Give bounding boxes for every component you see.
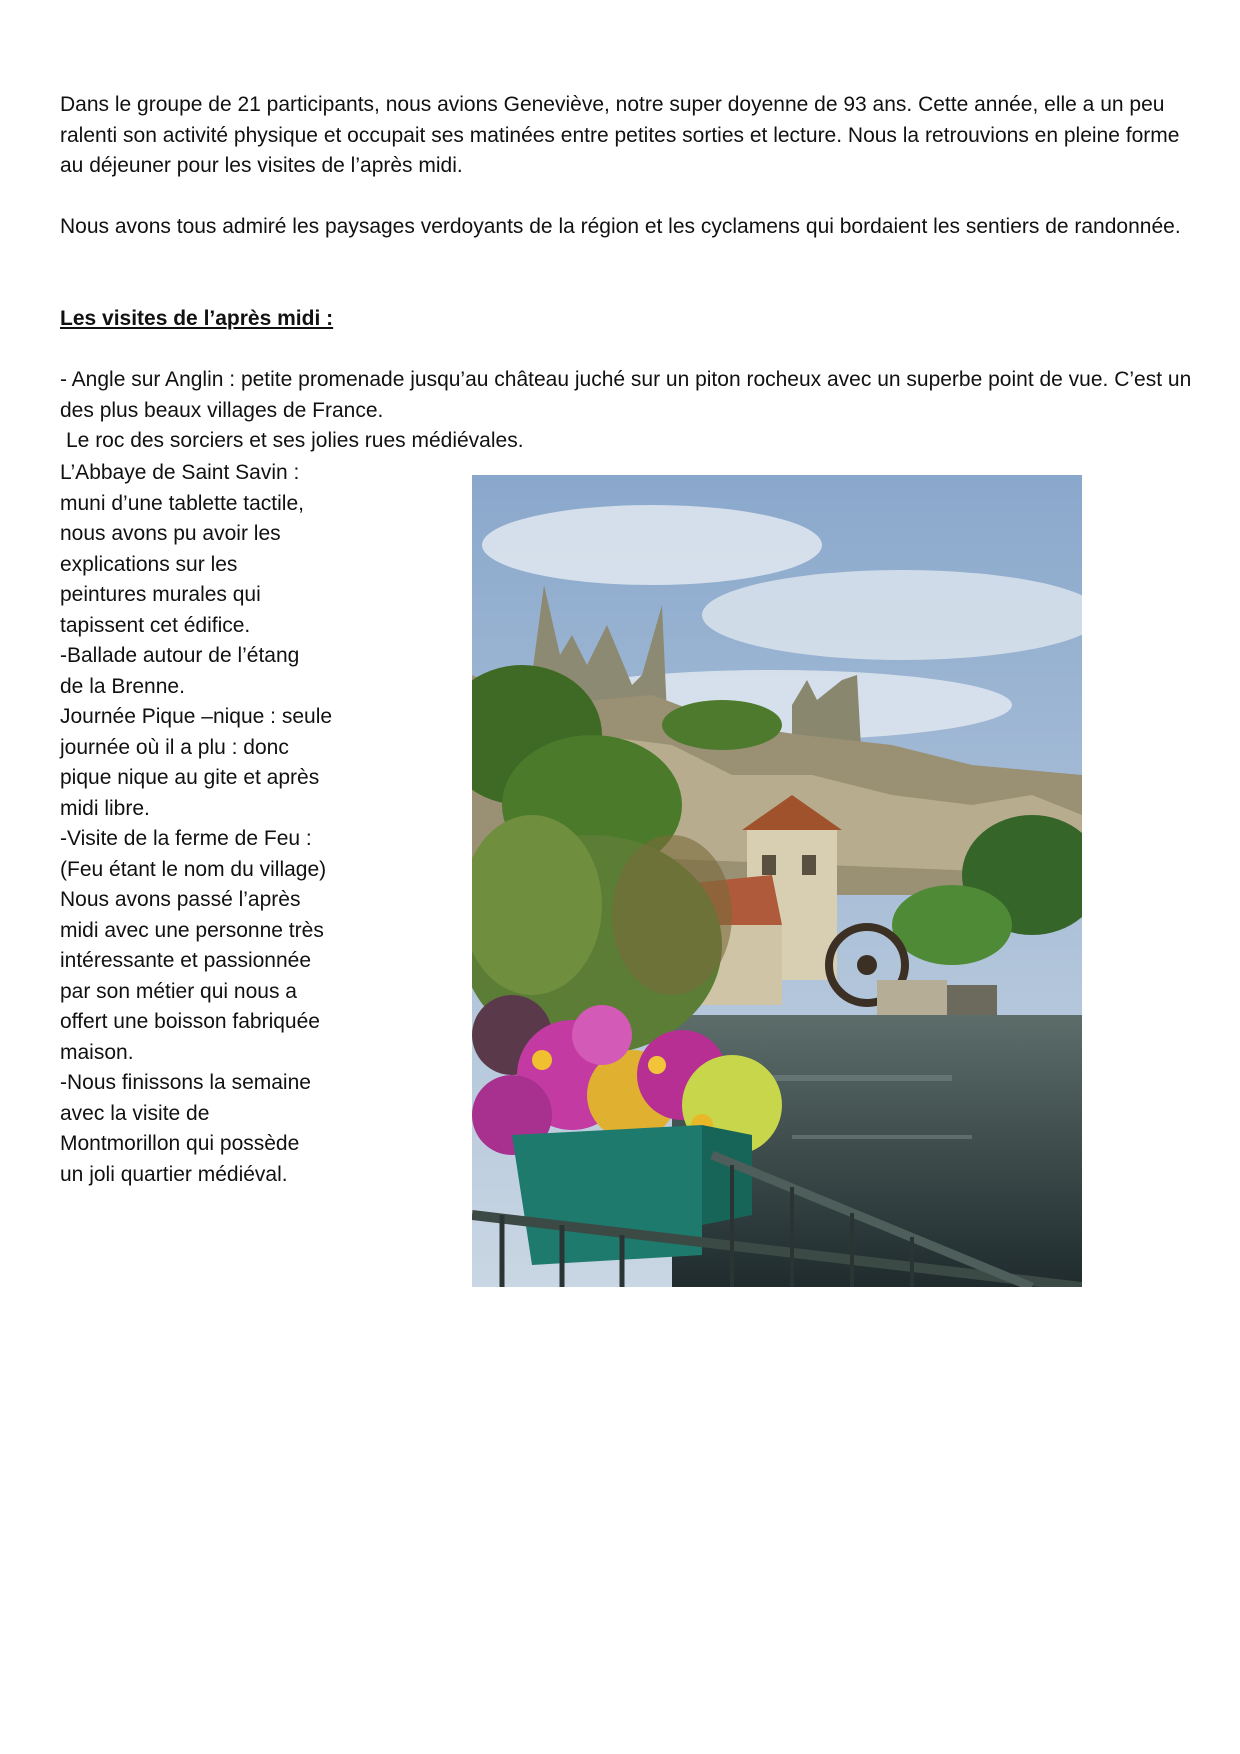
- column-line: Nous avons passé l’après: [60, 888, 301, 911]
- angle-line-1: - Angle sur Anglin : petite promenade jusqu’au château juché sur un piton rocheux avec un superbe point de vue. C’est un des plus beaux villages de France.: [60, 368, 1192, 422]
- column-line: -Nous finissons la semaine: [60, 1071, 311, 1094]
- column-line: muni d’une tablette tactile,: [60, 491, 304, 515]
- village-photo: [472, 475, 1082, 1287]
- visits-column: [60, 458, 420, 1190]
- column-line: peintures murales qui: [60, 583, 261, 606]
- angle-sur-anglin-paragraph: [60, 365, 1195, 457]
- column-line: -Visite de la ferme de Feu :: [60, 827, 312, 850]
- column-line: maison.: [60, 1040, 134, 1064]
- column-line: tapissent cet édifice.: [60, 613, 251, 637]
- column-line: par son métier qui nous a: [60, 979, 297, 1003]
- column-line: midi libre.: [60, 796, 150, 820]
- column-line: un joli quartier médiéval.: [60, 1162, 288, 1186]
- landscape-paragraph: Nous avons tous admiré les paysages verdoyants de la région et les cyclamens qui bordaient les sentiers de randonnée.: [60, 215, 1181, 238]
- column-line: midi avec une personne très: [60, 918, 324, 942]
- column-line: L’Abbaye de Saint Savin :: [60, 461, 300, 484]
- intro-paragraph: Dans le groupe de 21 participants, nous avions Geneviève, notre super doyenne de 93 ans. Cette année, elle a un peu ralenti son activité physique et occupait ses matinées entre petites sorties et lecture. Nous la retrouvions en pleine forme au déjeuner pour les visites de l’après midi.: [60, 93, 1180, 177]
- angle-line-2: Le roc des sorciers et ses jolies rues médiévales.: [66, 429, 524, 452]
- column-line: pique nique au gite et après: [60, 766, 320, 789]
- column-line: Montmorillon qui possède: [60, 1132, 300, 1155]
- column-line: offert une boisson fabriquée: [60, 1010, 320, 1033]
- column-line: Journée Pique –nique : seule: [60, 705, 333, 728]
- column-line: -Ballade autour de l’étang: [60, 644, 300, 667]
- column-line: nous avons pu avoir les: [60, 522, 281, 545]
- column-line: intéressante et passionnée: [60, 949, 312, 972]
- column-line: (Feu étant le nom du village): [60, 857, 327, 881]
- column-line: avec la visite de: [60, 1101, 210, 1125]
- column-line: explications sur les: [60, 552, 238, 576]
- column-line: de la Brenne.: [60, 674, 185, 698]
- section-heading: Les visites de l’après midi :: [60, 307, 334, 330]
- column-line: journée où il a plu : donc: [60, 735, 289, 759]
